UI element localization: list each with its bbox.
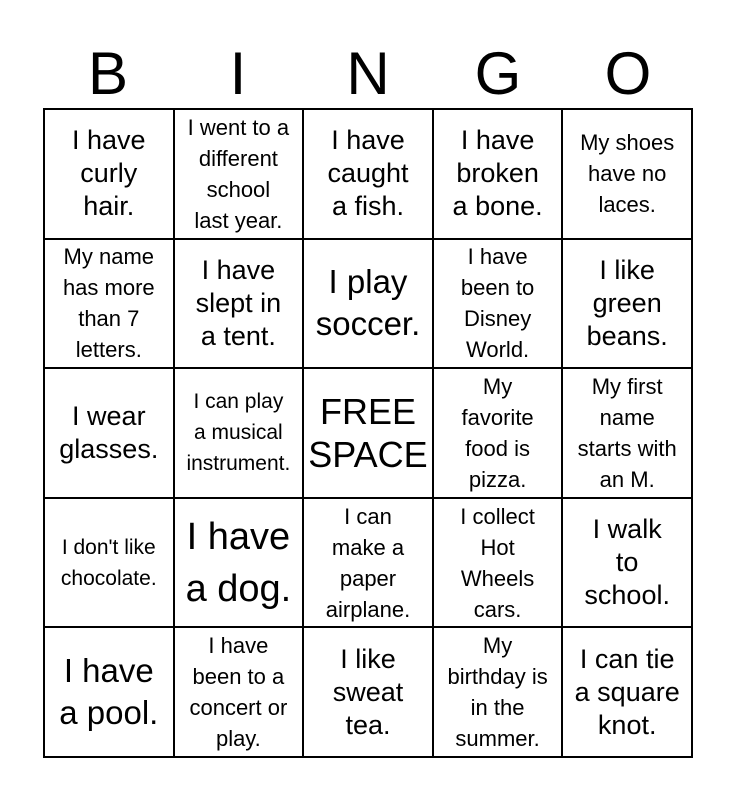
bingo-cell-text: I have a pool. — [59, 652, 159, 732]
bingo-cell[interactable] — [174, 498, 304, 628]
bingo-cell[interactable] — [174, 627, 304, 757]
title-letter-g: G — [474, 40, 522, 107]
bingo-cell-text: I don't like chocolate. — [60, 535, 157, 590]
bingo-cell-text: I can make a paper airplane. — [325, 503, 411, 622]
bingo-cell-text: I have been to Disney World. — [460, 244, 535, 363]
bingo-cell[interactable] — [303, 498, 433, 628]
bingo-cell[interactable] — [433, 627, 563, 757]
bingo-cell-text: I can tie a square knot. — [574, 643, 680, 740]
bingo-cell-text: My favorite food is pizza. — [461, 373, 534, 492]
bingo-cell[interactable] — [562, 498, 692, 628]
bingo-cell-text: I have broken a bone. — [452, 125, 543, 222]
bingo-cell[interactable] — [433, 109, 563, 239]
title-letter-n: N — [346, 40, 390, 107]
bingo-cell-text: I walk to school. — [584, 514, 670, 611]
bingo-cell[interactable] — [433, 239, 563, 369]
bingo-cell[interactable] — [562, 627, 692, 757]
bingo-cell[interactable] — [562, 239, 692, 369]
bingo-cell-text: I have a dog. — [185, 515, 292, 610]
bingo-cell-text: My first name starts with an M. — [577, 373, 677, 492]
title-letter-b: B — [87, 40, 129, 107]
bingo-cell-text: I have been to a concert or play. — [189, 633, 288, 752]
bingo-cell[interactable] — [562, 109, 692, 239]
bingo-cell[interactable] — [44, 498, 174, 628]
bingo-cell[interactable] — [44, 368, 174, 498]
bingo-cell[interactable] — [44, 109, 174, 239]
bingo-cell-text: My shoes have no laces. — [580, 130, 675, 218]
bingo-cell-text: I went to a different school last year. — [187, 114, 290, 233]
bingo-cell-text: My birthday is in the summer. — [447, 633, 548, 752]
title-letter-i: I — [229, 40, 247, 107]
bingo-cell[interactable] — [303, 627, 433, 757]
bingo-cell-text: I like green beans. — [586, 254, 668, 351]
bingo-cell-text: I like sweat tea. — [332, 643, 404, 740]
bingo-cell[interactable] — [562, 368, 692, 498]
bingo-cell-text: My name has more than 7 letters. — [62, 244, 155, 363]
bingo-cell-text: I have slept in a tent. — [195, 254, 282, 351]
bingo-title — [43, 40, 693, 108]
bingo-cell[interactable] — [303, 109, 433, 239]
bingo-cell[interactable] — [174, 109, 304, 239]
bingo-cell-text: I can play a musical instrument. — [186, 390, 291, 476]
free-space-text: FREE SPACE — [308, 390, 428, 475]
bingo-cell[interactable] — [174, 239, 304, 369]
bingo-cell-text: I have curly hair. — [72, 125, 146, 222]
bingo-cell[interactable] — [44, 239, 174, 369]
bingo-cell[interactable] — [433, 368, 563, 498]
bingo-cell-text: I collect Hot Wheels cars. — [460, 503, 535, 622]
bingo-cell-text: I wear glasses. — [59, 400, 159, 464]
bingo-cell[interactable] — [174, 368, 304, 498]
free-space-cell[interactable] — [303, 368, 433, 498]
bingo-board — [43, 108, 693, 758]
title-letter-o: O — [604, 40, 652, 107]
bingo-cell[interactable] — [44, 627, 174, 757]
bingo-cell[interactable] — [303, 239, 433, 369]
bingo-cell[interactable] — [433, 498, 563, 628]
bingo-cell-text: I have caught a fish. — [327, 125, 409, 222]
bingo-cell-text: I play soccer. — [315, 263, 421, 343]
